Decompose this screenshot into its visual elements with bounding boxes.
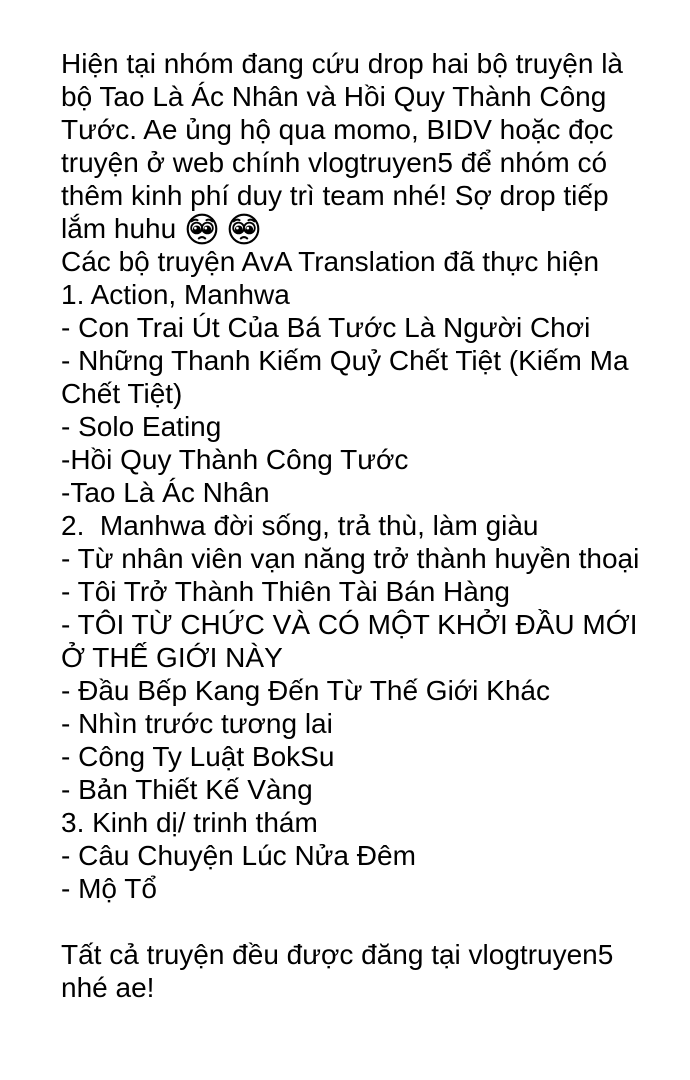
text-line — [61, 212, 672, 245]
text-line — [61, 113, 672, 146]
text-line-content: - Nhìn trước tương lai — [61, 708, 333, 739]
text-line-content: - TÔI TỪ CHỨC VÀ CÓ MỘT KHỞI ĐẦU MỚI — [61, 609, 638, 640]
text-line — [61, 905, 672, 938]
text-line — [61, 773, 672, 806]
text-line-content: 2. Manhwa đời sống, trả thù, làm giàu — [61, 510, 539, 541]
text-line — [61, 872, 672, 905]
text-line-content: - Bản Thiết Kế Vàng — [61, 774, 313, 805]
text-line-content: truyện ở web chính vlogtruyen5 để nhóm có — [61, 147, 608, 178]
text-line — [61, 674, 672, 707]
text-line — [61, 509, 672, 542]
text-line-content: - Từ nhân viên vạn năng trở thành huyền thoại — [61, 543, 640, 574]
text-line — [61, 47, 672, 80]
text-line — [61, 245, 672, 278]
text-line — [61, 971, 672, 1004]
text-line — [61, 476, 672, 509]
text-line-content: Tước. Ae ủng hộ qua momo, BIDV hoặc đọc — [61, 114, 614, 145]
text-line — [61, 377, 672, 410]
text-line-content: - Công Ty Luật BokSu — [61, 741, 335, 772]
text-line — [61, 278, 672, 311]
pleading-face-emoji — [228, 212, 260, 245]
text-line — [61, 641, 672, 674]
text-line — [61, 938, 672, 971]
announcement-text — [61, 47, 672, 1004]
text-line — [61, 542, 672, 575]
text-line — [61, 311, 672, 344]
text-line — [61, 839, 672, 872]
text-line-content: lắm huhu — [61, 213, 177, 244]
text-line-content: bộ Tao Là Ác Nhân và Hồi Quy Thành Công — [61, 81, 607, 112]
text-line — [61, 707, 672, 740]
text-line-content: Hiện tại nhóm đang cứu drop hai bộ truyện là — [61, 48, 623, 79]
text-line-content: 3. Kinh dị/ trinh thám — [61, 807, 318, 838]
text-line-content: Chết Tiệt) — [61, 378, 183, 409]
text-line-content: Tất cả truyện đều được đăng tại vlogtruyen5 — [61, 939, 614, 970]
text-line-content: - Con Trai Út Của Bá Tước Là Người Chơi — [61, 312, 591, 343]
text-line — [61, 443, 672, 476]
text-line — [61, 410, 672, 443]
text-line — [61, 146, 672, 179]
text-line-content: nhé ae! — [61, 972, 155, 1003]
text-line — [61, 575, 672, 608]
text-line — [61, 80, 672, 113]
pleading-face-emoji — [186, 212, 218, 245]
text-line-content: - Những Thanh Kiếm Quỷ Chết Tiệt (Kiếm Ma — [61, 345, 629, 376]
text-line — [61, 179, 672, 212]
text-line-content: - Mộ Tổ — [61, 873, 157, 904]
text-line-content: Các bộ truyện AvA Translation đã thực hiện — [61, 246, 600, 277]
text-line-content: -Hồi Quy Thành Công Tước — [61, 444, 409, 475]
text-line — [61, 608, 672, 641]
text-line — [61, 344, 672, 377]
text-line — [61, 806, 672, 839]
text-line-content: thêm kinh phí duy trì team nhé! Sợ drop tiếp — [61, 180, 609, 211]
text-line-content: - Tôi Trở Thành Thiên Tài Bán Hàng — [61, 576, 510, 607]
text-line-content: - Câu Chuyện Lúc Nửa Đêm — [61, 840, 416, 871]
text-line-content: 1. Action, Manhwa — [61, 279, 290, 310]
text-line-content: - Solo Eating — [61, 411, 222, 442]
text-line-content: - Đầu Bếp Kang Đến Từ Thế Giới Khác — [61, 675, 550, 706]
text-line-content: -Tao Là Ác Nhân — [61, 477, 270, 508]
text-line — [61, 740, 672, 773]
text-line-content: Ở THẾ GIỚI NÀY — [61, 642, 283, 673]
